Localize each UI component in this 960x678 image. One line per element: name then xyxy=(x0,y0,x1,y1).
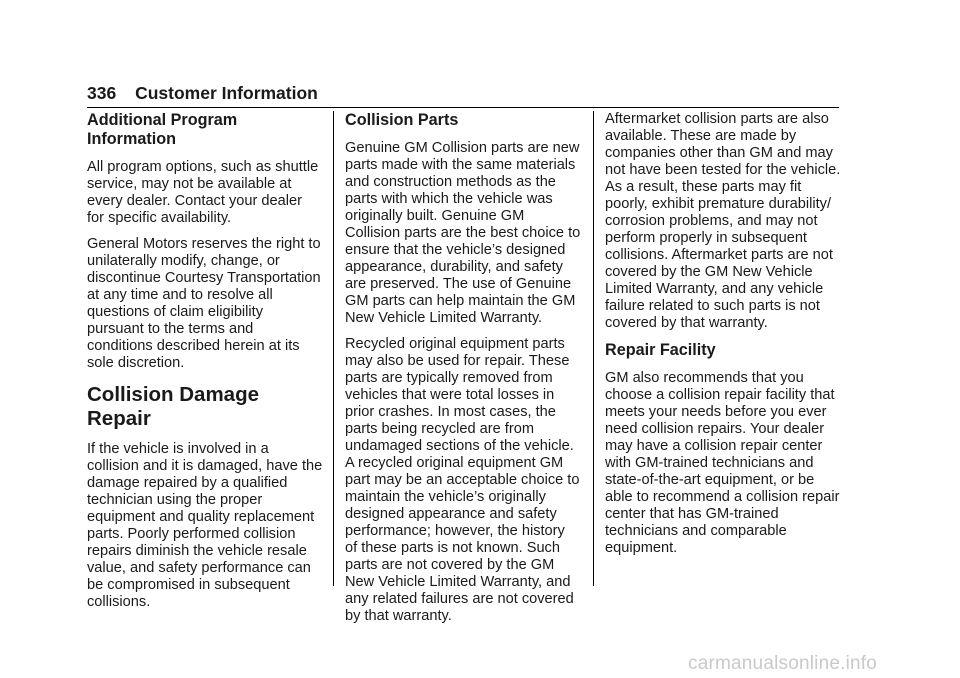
column-2 xyxy=(345,111,581,634)
watermark: carmanualsonline.info xyxy=(688,653,878,674)
column-divider-right xyxy=(593,111,594,586)
heading-collision-damage-repair: Collision Damage Repair xyxy=(87,383,260,430)
column-1 xyxy=(87,111,323,620)
paragraph-collision-damage: If the vehicle is involved in a collision and it is damaged, have the damage repaired by a qualified technician using the proper equipment and quality replacement parts. Poorly performed collision repairs diminish the vehicle resale value, and safety performance can be compromised in subsequent collisions. xyxy=(87,441,323,610)
section-title: Customer Information xyxy=(135,83,318,103)
paragraph-gm-reserves-right: General Motors reserves the right to unilaterally modify, change, or discontinue Courtesy Transportation at any time and to resolve all questions of claim eligibility pursuant to the terms and conditions described herein at its sole discretion. xyxy=(87,236,321,371)
column-divider-left xyxy=(333,111,334,586)
paragraph-program-options: All program options, such as shuttle service, may not be available at every dealer. Contact your dealer for specific availability. xyxy=(87,159,319,226)
heading-collision-parts: Collision Parts xyxy=(345,111,459,129)
paragraph-genuine-gm-parts: Genuine GM Collision parts are new parts made with the same materials and construction methods as the parts with which the vehicle was originally built. Genuine GM Collision parts are the best choice to ensure that the vehicle’s designed appearance, durability, and safety are preserved. The use of Genuine GM parts can help maintain the GM New Vehicle Limited Warranty. xyxy=(345,140,581,326)
page-header xyxy=(87,83,839,108)
paragraph-recycled-parts: Recycled original equipment parts may also be used for repair. These parts are typically removed from vehicles that were total losses in prior crashes. In most cases, the parts being recycled are from undamaged sections of the vehicle. A recycled original equipment GM part may be an acceptable choice to maintain the vehicle’s originally designed appearance and safety performance; however, the history of these parts is not known. Such parts are not covered by the GM New Vehicle Limited Warranty, and any related failures are not covered by that warranty. xyxy=(345,336,580,624)
column-3 xyxy=(605,111,841,566)
page-number: 336 xyxy=(87,83,117,103)
heading-repair-facility: Repair Facility xyxy=(605,341,716,359)
heading-additional-program-information: Additional Program Information xyxy=(87,111,238,148)
paragraph-repair-facility: GM also recommends that you choose a collision repair facility that meets your needs before you ever need collision repairs. Your dealer may have a collision repair center with GM-trained technicians and state-of-the-art equipment, or be able to recommend a collision repair center that has GM-trained technicians and comparable equipment. xyxy=(605,370,840,556)
paragraph-aftermarket-parts: Aftermarket collision parts are also available. These are made by companies other than GM and may not have been tested for the vehicle. As a result, these parts may fit poorly, exhibit premature durability/ corrosion problems, and may not perform properly in subsequent collisions. Aftermarket parts are not covered by the GM New Vehicle Limited Warranty, and any vehicle failure related to such parts is not covered by that warranty. xyxy=(605,111,841,331)
